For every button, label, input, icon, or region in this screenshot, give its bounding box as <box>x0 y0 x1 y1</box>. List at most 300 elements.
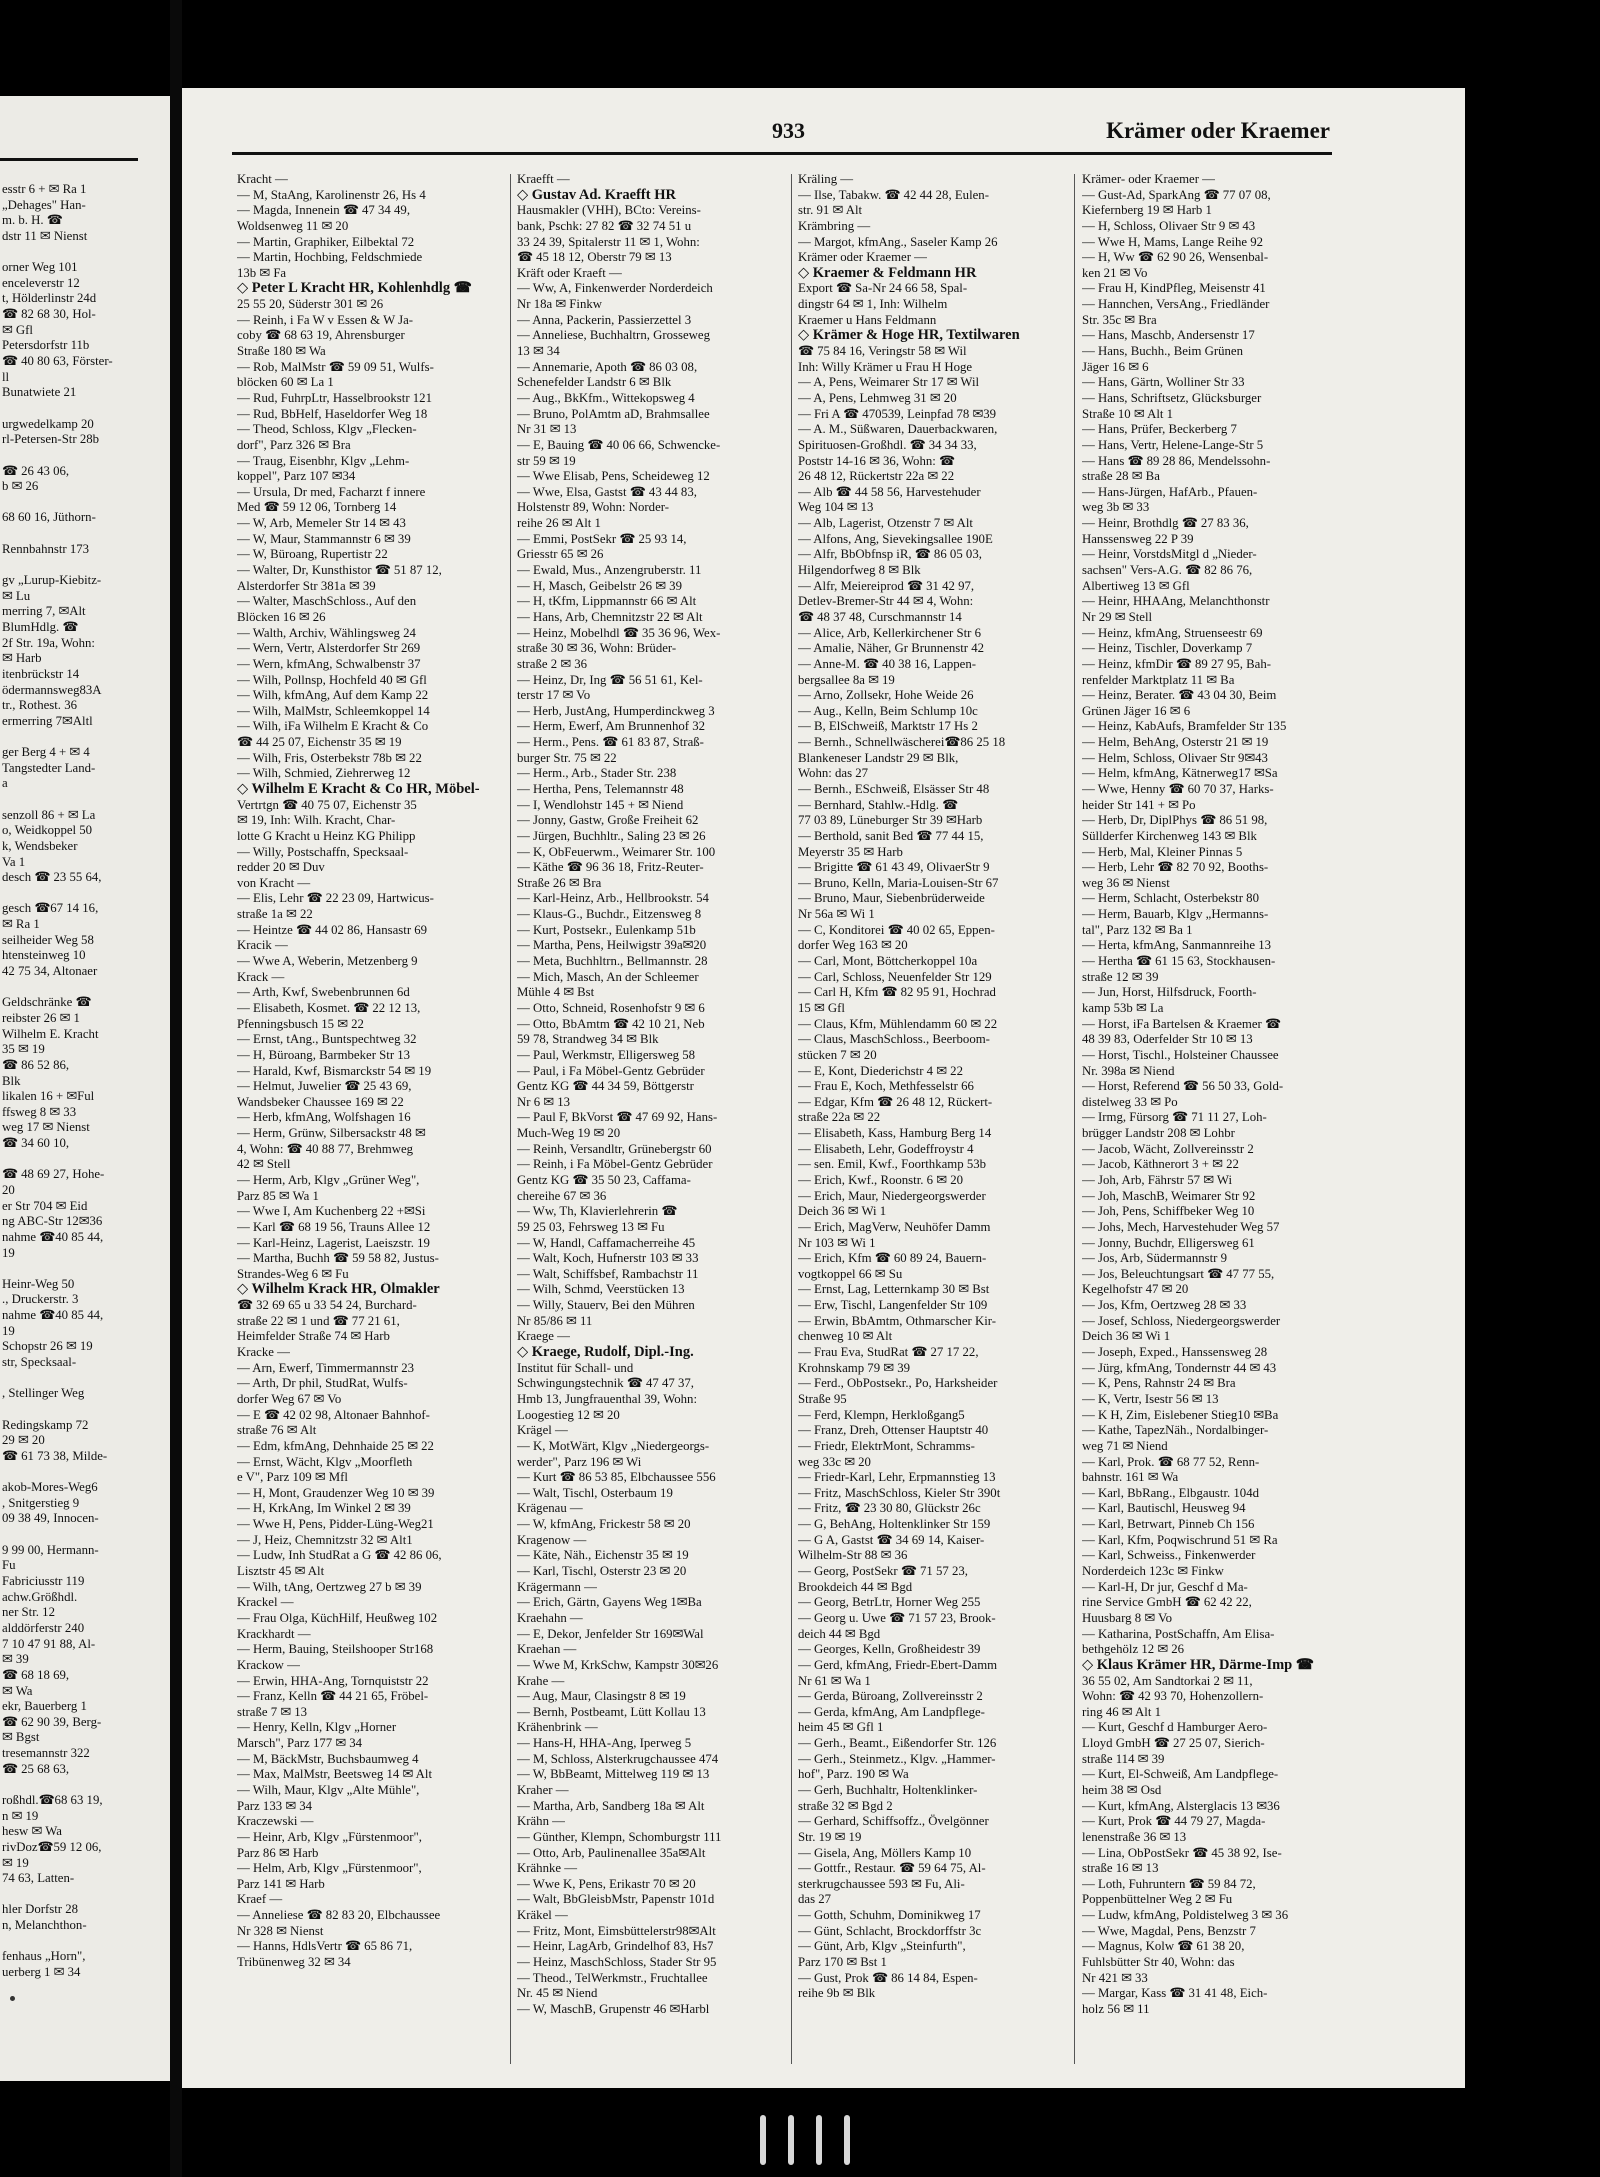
directory-entry-line: Brookdeich 44 ✉ Bgd <box>798 1579 913 1594</box>
fragment-line: enceleverstr 12 <box>2 275 80 290</box>
directory-entry-line: kamp 53b ✉ La <box>1082 1000 1164 1015</box>
directory-entry-line: — Helmut, Juwelier ☎ 25 43 69, <box>237 1079 412 1094</box>
directory-entry-line: — Joh, MaschB, Weimarer Str 92 <box>1082 1188 1256 1203</box>
film-sprocket-marks <box>760 2115 880 2165</box>
directory-entry-line: Gentz KG ☎ 44 34 59, Böttgerstr <box>517 1079 694 1094</box>
directory-entry-line: — C, Konditorei ☎ 40 02 65, Eppen- <box>798 922 995 937</box>
directory-entry-line: — Karl, Prok. ☎ 68 77 52, Renn- <box>1082 1454 1260 1469</box>
directory-entry-line: — Herm, Bauarb, Klgv „Hermanns- <box>1082 907 1269 922</box>
directory-entry-line: holz 56 ✉ 11 <box>1082 2001 1150 2016</box>
directory-entry-line: — Wwe K, Pens, Erikastr 70 ✉ 20 <box>517 1876 696 1891</box>
directory-entry-line: 13 ✉ 34 <box>517 344 560 359</box>
directory-entry-line: Straße 95 <box>798 1391 847 1406</box>
directory-entry-line: Parz 133 ✉ 34 <box>237 1798 313 1813</box>
directory-entry-line: Nr 18a ✉ Finkw <box>517 297 603 312</box>
fragment-line: akob-Mores-Weg6 <box>2 1480 98 1495</box>
fragment-line: 09 38 49, Innocen- <box>2 1511 99 1526</box>
directory-entry-line: — Ww, Th, Klavierlehrerin ☎ <box>517 1204 678 1219</box>
directory-entry-line: — Mich, Masch, An der Schleemer <box>517 969 699 984</box>
directory-entry-line: — Walt, BbGleisbMstr, Papenstr 101d <box>517 1892 715 1907</box>
directory-entry-line: straße 12 ✉ 39 <box>1082 969 1159 984</box>
directory-entry-line: — Wwe A, Weberin, Metzenberg 9 <box>237 954 418 969</box>
directory-entry-line: — Anneliese, Buchhaltrn, Grosseweg <box>517 328 710 343</box>
fragment-line: merring 7, ✉Alt <box>2 604 86 619</box>
directory-entry-line: — Hans, Vertr, Helene-Lange-Str 5 <box>1082 437 1264 452</box>
directory-entry-line: Nr. 45 ✉ Niend <box>517 1986 598 2001</box>
directory-entry-line: Fuhlsbütter Str 40, Wohn: das <box>1082 1955 1235 1970</box>
directory-entry-line: — Jos, Kfm, Oertzweg 28 ✉ 33 <box>1082 1298 1247 1313</box>
directory-entry-line: — Hans-H, HHA-Ang, Iperweg 5 <box>517 1736 692 1751</box>
directory-entry-line: ◇ Peter L Kracht HR, Kohlenhdlg ☎ <box>237 281 472 297</box>
fragment-line: BlumHdlg. ☎ <box>2 619 79 634</box>
directory-entry-line: — Josef, Schloss, Niedergeorgswerder <box>1082 1313 1281 1328</box>
directory-entry-line: weg 36 ✉ Nienst <box>1082 875 1170 890</box>
directory-entry-line: Nr 85/86 ✉ 11 <box>517 1313 593 1328</box>
directory-entry-line: — A. M., Süßwaren, Dauerbackwaren, <box>798 422 998 437</box>
directory-entry-line: Deich 36 ✉ Wi 1 <box>798 1204 887 1219</box>
directory-entry-line: — Bernh, Postbeamt, Lütt Kollau 13 <box>517 1704 706 1719</box>
fragment-line: „Dehages" Han- <box>2 197 86 212</box>
fragment-line: 29 ✉ 20 <box>2 1433 45 1448</box>
column-rule <box>510 174 511 2064</box>
directory-entry-line: straße 30 ✉ 36, Wohn: Brüder- <box>517 641 677 656</box>
fragment-line: achw.Größhdl. <box>2 1589 78 1604</box>
directory-entry-line: — Erwin, HHA-Ang, Tornquiststr 22 <box>237 1673 429 1688</box>
directory-entry-line: — Georg u. Uwe ☎ 71 57 23, Brook- <box>798 1610 996 1625</box>
directory-entry-line: — H, Masch, Geibelstr 26 ✉ 39 <box>517 578 682 593</box>
column-3 <box>798 172 1068 2002</box>
page-speck <box>10 1996 15 2001</box>
directory-entry-line: — Emmi, PostSekr ☎ 25 93 14, <box>517 531 687 546</box>
directory-entry-line: 15 ✉ Gfl <box>798 1000 845 1015</box>
fragment-line: urgwedelkamp 20 <box>2 416 94 431</box>
directory-entry-line: — Wilh, kfmAng, Auf dem Kamp 22 <box>237 688 429 703</box>
directory-entry-line: — Heinr, LagArb, Grindelhof 83, Hs7 <box>517 1939 714 1954</box>
surname-heading: Krackhardt — <box>237 1626 311 1641</box>
directory-entry-line: — Jacob, Käthnerort 3 + ✉ 22 <box>1082 1157 1239 1172</box>
directory-entry-line: — Berthold, sanit Bed ☎ 77 44 15, <box>798 828 984 843</box>
fragment-line: ll <box>2 369 10 384</box>
surname-heading: Kracik — <box>237 938 288 953</box>
directory-entry-line: — Wilh, Maur, Klgv „Alte Mühle", <box>237 1782 420 1797</box>
directory-entry-line: — Wwe, Henny ☎ 60 70 37, Harks- <box>1082 781 1274 796</box>
directory-entry-line: — Wilh, Schmied, Ziehrerweg 12 <box>237 766 411 781</box>
directory-entry-line: — Jos, Arb, Südermannstr 9 <box>1082 1251 1228 1266</box>
directory-entry-line: — Heinz, Berater. ☎ 43 04 30, Beim <box>1082 688 1277 703</box>
directory-entry-line: Loogestieg 12 ✉ 20 <box>517 1407 620 1422</box>
directory-entry-line: — Herm, Schlacht, Osterbekstr 80 <box>1082 891 1259 906</box>
directory-entry-line: Strandes-Weg 6 ✉ Fu <box>237 1266 349 1281</box>
fragment-line: esstr 6 + ✉ Ra 1 <box>2 182 87 196</box>
directory-entry-line: dorfer Weg 163 ✉ 20 <box>798 938 908 953</box>
directory-entry-line: — Martin, Graphiker, Eilbektal 72 <box>237 234 415 249</box>
directory-entry-line: — Alb, Lagerist, Otzenstr 7 ✉ Alt <box>798 516 973 531</box>
surname-heading: Krägel — <box>517 1423 568 1438</box>
fragment-line: reibster 26 ✉ 1 <box>2 1010 80 1025</box>
fragment-line <box>2 886 162 902</box>
directory-entry-line: Albertiweg 13 ✉ Gfl <box>1082 578 1190 593</box>
directory-entry-line: straße 114 ✉ 39 <box>1082 1751 1165 1766</box>
directory-entry-line: Weg 104 ✉ 13 <box>798 500 874 515</box>
fragment-line: ☎ 82 68 30, Hol- <box>2 307 96 322</box>
fragment-line: hesw ✉ Wa <box>2 1824 62 1839</box>
directory-entry-line: — Karl, Schweiss., Finkenwerder <box>1082 1548 1256 1563</box>
surname-heading: Krackow — <box>237 1657 300 1672</box>
surname-heading: Krähnke — <box>517 1861 578 1876</box>
directory-entry-line: — Herb, Dr, DiplPhys ☎ 86 51 98, <box>1082 813 1268 828</box>
directory-entry-line: — Ferd, Klempn, Herkloßgang5 <box>798 1407 965 1422</box>
surname-heading: Krahe — <box>517 1673 565 1688</box>
fragment-line: 19 <box>2 1245 15 1260</box>
fragment-line: ffsweg 8 ✉ 33 <box>2 1104 77 1119</box>
directory-entry-line: — Karl, Bautischl, Heusweg 94 <box>1082 1501 1246 1516</box>
directory-entry-line: — Hans, Maschb, Andersenstr 17 <box>1082 328 1255 343</box>
column-rule <box>1074 174 1075 2064</box>
directory-entry-line: Hanssensweg 22 P 39 <box>1082 531 1194 546</box>
directory-entry-line: — Bruno, Maur, Siebenbrüderweide <box>798 891 985 906</box>
fragment-line <box>2 1261 162 1277</box>
directory-entry-line: werder", Parz 196 ✉ Wi <box>517 1454 642 1469</box>
directory-entry-line: 25 55 20, Süderstr 301 ✉ 26 <box>237 297 384 312</box>
directory-entry-line: — Carl H, Kfm ☎ 82 95 91, Hochrad <box>798 985 996 1000</box>
directory-entry-line: Tribünenweg 32 ✉ 34 <box>237 1955 351 1970</box>
directory-entry-line: — Georg, BetrLtr, Horner Weg 255 <box>798 1595 981 1610</box>
fragment-line: Fu <box>2 1558 16 1573</box>
directory-entry-line: — Erw, Tischl, Langenfelder Str 109 <box>798 1298 988 1313</box>
surname-heading: Kraher — <box>517 1782 569 1797</box>
directory-entry-line: hof", Parz. 190 ✉ Wa <box>798 1767 909 1782</box>
directory-entry-line: reihe 26 ✉ Alt 1 <box>517 516 601 531</box>
directory-entry-line: — Helm, Schloss, Olivaer Str 9✉43 <box>1082 750 1268 765</box>
directory-entry-line: Deich 36 ✉ Wi 1 <box>1082 1329 1171 1344</box>
directory-entry-line: straße 16 ✉ 13 <box>1082 1861 1159 1876</box>
fragment-line: Heinr-Weg 50 <box>2 1276 75 1291</box>
directory-entry-line: — Heinr, Arb, Klgv „Fürstenmoor", <box>237 1829 422 1844</box>
fragment-line: str, Specksaal- <box>2 1355 77 1370</box>
fragment-line <box>2 526 162 542</box>
directory-entry-line: redder 20 ✉ Duv <box>237 860 325 875</box>
directory-entry-line: — H, Schloss, Olivaer Str 9 ✉ 43 <box>1082 218 1256 233</box>
directory-entry-line: — Franz, Dreh, Ottenser Hauptstr 40 <box>798 1423 989 1438</box>
fragment-line: gesch ☎67 14 16, <box>2 901 99 916</box>
directory-entry-line: — Edgar, Kfm ☎ 26 48 12, Rückert- <box>798 1094 993 1109</box>
fragment-line: a <box>2 776 8 791</box>
fragment-line: 20 <box>2 1183 15 1197</box>
fragment-line <box>2 1934 162 1950</box>
directory-entry-line: — Kurt, El-Schweiß, Am Landpflege- <box>1082 1767 1279 1782</box>
running-title: Krämer oder Kraemer <box>1106 118 1330 143</box>
surname-heading: Krämer- oder Kraemer — <box>1082 172 1215 186</box>
fragment-line: dstr 11 ✉ Nienst <box>2 228 88 243</box>
fragment-line: ermerring 7✉Altl <box>2 713 93 728</box>
directory-entry-line: — Elis, Lehr ☎ 22 23 09, Hartwicus- <box>237 891 434 906</box>
fragment-line: nahme ☎40 85 44, <box>2 1229 104 1244</box>
directory-entry-line: — Alfons, Ang, Sievekingsallee 190E <box>798 531 993 546</box>
directory-entry-line: ◇ Kraege, Rudolf, Dipl.-Ing. <box>517 1345 694 1361</box>
directory-entry-line: — Jürg, kfmAng, Tondernstr 44 ✉ 43 <box>1082 1360 1277 1375</box>
directory-entry-line: — E ☎ 42 02 98, Altonaer Bahnhof- <box>237 1407 430 1422</box>
directory-entry-line: — Rud, BbHelf, Haseldorfer Weg 18 <box>237 406 428 421</box>
directory-entry-line: Meyerstr 35 ✉ Harb <box>798 844 903 859</box>
directory-entry-line: — Franz, Kelln ☎ 44 21 65, Fröbel- <box>237 1689 429 1704</box>
surname-heading: Krack — <box>237 969 285 984</box>
fragment-line <box>2 1465 162 1481</box>
directory-entry-line: — Aug., BkKfm., Wittekopsweg 4 <box>517 390 695 405</box>
directory-entry-line: — Elisabeth, Kosmet. ☎ 22 12 13, <box>237 1000 421 1015</box>
directory-entry-line: blöcken 60 ✉ La 1 <box>237 375 334 390</box>
fragment-line <box>2 1371 162 1387</box>
directory-entry-line: Krohnskamp 79 ✉ 39 <box>798 1360 911 1375</box>
directory-entry-line: — Walt, Tischl, Osterbaum 19 <box>517 1485 673 1500</box>
directory-entry-line: burger Str. 75 ✉ 22 <box>517 750 617 765</box>
directory-entry-line: — Lina, ObPostSekr ☎ 45 38 92, Ise- <box>1082 1845 1282 1860</box>
directory-entry-line: straße 32 ✉ Bgd 2 <box>798 1798 893 1813</box>
directory-entry-line: Grünen Jäger 16 ✉ 6 <box>1082 703 1191 718</box>
directory-entry-line: chereihe 67 ✉ 36 <box>517 1188 607 1203</box>
directory-entry-line: str. 91 ✉ Alt <box>798 203 863 218</box>
directory-entry-line: 26 48 12, Rückertstr 22a ✉ 22 <box>798 469 955 484</box>
directory-entry-line: 59 25 03, Fehrsweg 13 ✉ Fu <box>517 1219 665 1234</box>
directory-entry-line: stücken 7 ✉ 20 <box>798 1047 877 1062</box>
surname-heading: Krähenbrink — <box>517 1720 598 1735</box>
fragment-line: orner Weg 101 <box>2 260 78 275</box>
directory-entry-line: — Theod, Schloss, Klgv „Flecken- <box>237 422 417 437</box>
directory-entry-line: — Hertha, Pens, Telemannstr 48 <box>517 781 684 796</box>
directory-entry-line: — Willy, Stauerv, Bei den Mühren <box>517 1298 695 1313</box>
fragment-line <box>2 980 162 996</box>
fragment-line: ☎ 48 69 27, Hohe- <box>2 1167 105 1182</box>
directory-entry-line: — Harald, Kwf, Bismarckstr 54 ✉ 19 <box>237 1063 432 1078</box>
fragment-line: 7 10 47 91 88, Al- <box>2 1636 96 1651</box>
directory-entry-line: ☎ 44 25 07, Eichenstr 35 ✉ 19 <box>237 735 402 750</box>
directory-entry-line: — Karl, Betrwart, Pinneb Ch 156 <box>1082 1517 1255 1532</box>
fragment-line: rivDoz☎59 12 06, <box>2 1839 102 1854</box>
directory-entry-line: Schenefelder Landstr 6 ✉ Blk <box>517 375 672 390</box>
directory-entry-line: Gentz KG ☎ 35 50 23, Caffama- <box>517 1173 691 1187</box>
directory-entry-line: Mühle 4 ✉ Bst <box>517 985 595 1000</box>
directory-entry-line: chenweg 10 ✉ Alt <box>798 1329 893 1344</box>
directory-entry-line: — Karl-H, Dr jur, Geschf d Ma- <box>1082 1579 1248 1594</box>
fragment-line: alddörferstr 240 <box>2 1620 85 1635</box>
directory-entry-line: — Jürgen, Buchhltr., Saling 23 ✉ 26 <box>517 828 706 843</box>
surname-heading: Krägenau — <box>517 1501 583 1516</box>
directory-entry-line: — Helm, BehAng, Osterstr 21 ✉ 19 <box>1082 735 1269 750</box>
fragment-line: Schopstr 26 ✉ 19 <box>2 1339 93 1354</box>
directory-entry-line: Schwingungstechnik ☎ 47 47 37, <box>517 1376 694 1391</box>
directory-entry-line: — M, BäckMstr, Buchsbaumweg 4 <box>237 1751 419 1766</box>
directory-entry-line: ◇ Wilhelm E Kracht & Co HR, Möbel- <box>237 781 480 797</box>
fragment-line: nahme ☎40 85 44, <box>2 1308 104 1323</box>
directory-entry-line: — Otto, BbAmtm ☎ 42 10 21, Neb <box>517 1016 705 1031</box>
directory-entry-line: — Carl, Mont, Böttcherkoppel 10a <box>798 954 978 969</box>
fragment-line: fenhaus „Horn", <box>2 1949 86 1964</box>
directory-entry-line: — A, Pens, Lehmweg 31 ✉ 20 <box>798 390 957 405</box>
directory-entry-line: — sen. Emil, Kwf., Foorthkamp 53b <box>798 1157 987 1172</box>
directory-entry-line: — Heinz, kfmAng, Struenseestr 69 <box>1082 625 1263 640</box>
directory-entry-line: — K H, Zim, Eislebener Stieg10 ✉Ba <box>1082 1407 1279 1422</box>
directory-entry-line: — Kurt ☎ 86 53 85, Elbchaussee 556 <box>517 1470 716 1485</box>
left-header-rule <box>0 158 138 161</box>
directory-entry-line: — Wwe H, Pens, Pidder-Lüng-Weg21 <box>237 1517 434 1532</box>
directory-entry-line: — M, Schloss, Alsterkrugchaussee 474 <box>517 1751 719 1766</box>
directory-entry-line: — Gust-Ad, SparkAng ☎ 77 07 08, <box>1082 187 1271 202</box>
directory-entry-line: — Jos, Beleuchtungsart ☎ 47 77 55, <box>1082 1266 1275 1281</box>
fragment-line: 74 63, Latten- <box>2 1871 75 1886</box>
directory-entry-line: — Joh, Pens, Schiffbeker Weg 10 <box>1082 1204 1255 1219</box>
fragment-line: 42 75 34, Altonaer <box>2 964 98 979</box>
directory-entry-line: Export ☎ Sa-Nr 24 66 58, Spal- <box>798 281 968 296</box>
directory-entry-line: lotte G Kracht u Heinz KG Philipp <box>237 828 416 843</box>
directory-entry-line: — Hans, Schriftsetz, Glücksburger <box>1082 390 1262 405</box>
directory-entry-line: — Hans, Prüfer, Beckerberg 7 <box>1082 422 1237 437</box>
directory-entry-line: — H, Mont, Graudenzer Weg 10 ✉ 39 <box>237 1485 435 1500</box>
directory-entry-line: — Ludw, kfmAng, Poldistelweg 3 ✉ 36 <box>1082 1908 1289 1923</box>
directory-entry-line: — Erich, Gärtn, Gayens Weg 1✉Ba <box>517 1595 702 1610</box>
fragment-line: ✉ Gfl <box>2 322 33 337</box>
directory-entry-line: ☎ 75 84 16, Veringstr 58 ✉ Wil <box>798 344 967 359</box>
directory-entry-line: — Katharina, PostSchaffn, Am Elisa- <box>1082 1626 1275 1641</box>
directory-entry-line: 13b ✉ Fa <box>237 265 287 280</box>
directory-entry-line: weg 3b ✉ 33 <box>1082 500 1150 515</box>
fragment-line: ☎ 86 52 86, <box>2 1057 70 1072</box>
directory-entry-line: — Bernh., Schnellwäscherei☎86 25 18 <box>798 735 1006 750</box>
directory-entry-line: dingstr 64 ✉ 1, Inh: Wilhelm <box>798 297 948 312</box>
directory-entry-line: — Karl-Heinz, Arb., Hellbrookstr. 54 <box>517 891 709 906</box>
directory-entry-line: bethgehölz 12 ✉ 26 <box>1082 1642 1185 1657</box>
directory-entry-line: Kraemer u Hans Feldmann <box>798 312 937 327</box>
directory-entry-line: — Paul F, BkVorst ☎ 47 69 92, Hans- <box>517 1110 718 1125</box>
directory-entry-line: — W, kfmAng, Frickestr 58 ✉ 20 <box>517 1517 691 1532</box>
directory-entry-line: — Heinr, Brothdlg ☎ 27 83 36, <box>1082 516 1249 531</box>
surname-heading: von Kracht — <box>237 875 311 890</box>
fragment-line: ödermannsweg83A <box>2 682 102 697</box>
directory-entry-line: — Hans ☎ 89 28 86, Mendelssohn- <box>1082 453 1271 468</box>
fragment-line: seilheider Weg 58 <box>2 932 94 947</box>
directory-entry-line: Parz 170 ✉ Bst 1 <box>798 1955 887 1970</box>
directory-entry-line: — Bruno, PolAmtm aD, Brahmsallee <box>517 406 710 421</box>
directory-entry-line: — Ernst, Lag, Letternkamp 30 ✉ Bst <box>798 1282 990 1297</box>
directory-entry-line: ◇ Wilhelm Krack HR, Ölmakler <box>237 1282 440 1298</box>
directory-entry-line: — Kurt, Prok ☎ 44 79 27, Magda- <box>1082 1814 1266 1829</box>
directory-entry-line: Nr 29 ✉ Stell <box>1082 609 1153 624</box>
fragment-line: Petersdorfstr 11b <box>2 338 90 353</box>
directory-entry-line: Nr. 398a ✉ Niend <box>1082 1063 1175 1078</box>
fragment-line: Fabriciusstr 119 <box>2 1574 85 1589</box>
directory-entry-line: Hausmakler (VHH), BCto: Vereins- <box>517 203 701 218</box>
directory-entry-line: — Claus, MaschSchloss., Beerboom- <box>798 1032 990 1047</box>
directory-entry-line: — Alfr, Meiereiprod ☎ 31 42 97, <box>798 578 975 593</box>
directory-entry-line: Straße 10 ✉ Alt 1 <box>1082 406 1174 421</box>
directory-entry-line: renfelder Marktplatz 11 ✉ Ba <box>1082 672 1235 687</box>
directory-entry-line: terstr 17 ✉ Vo <box>517 688 591 703</box>
directory-entry-line: — Horst, iFa Bartelsen & Kraemer ☎ <box>1082 1016 1281 1031</box>
directory-entry-line: — K, ObFeuerwm., Weimarer Str. 100 <box>517 844 716 859</box>
directory-entry-line: tal", Parz 132 ✉ Ba 1 <box>1082 922 1193 937</box>
directory-entry-line: — Hans, Buchh., Beim Grünen <box>1082 344 1244 359</box>
directory-entry-line: — Elisabeth, Lehr, Godeffroystr 4 <box>798 1141 974 1156</box>
column-rule <box>791 174 792 2064</box>
directory-entry-line: Detlev-Bremer-Str 44 ✉ 4, Wohn: <box>798 594 974 609</box>
directory-entry-line: — Heinz, Dr, Ing ☎ 56 51 61, Kel- <box>517 672 703 687</box>
directory-entry-line: — Friedr-Karl, Lehr, Erpmannstieg 13 <box>798 1470 996 1485</box>
fragment-line <box>2 1152 162 1168</box>
surname-heading: Krämer oder Kraemer — <box>798 250 927 265</box>
surname-heading: Kraehahn — <box>517 1610 583 1625</box>
directory-entry-line: — Jonny, Gastw, Große Freiheit 62 <box>517 813 699 828</box>
directory-entry-line: — W, Handl, Caffamacherreihe 45 <box>517 1235 696 1250</box>
fragment-line: o, Weidkoppel 50 <box>2 823 93 838</box>
directory-entry-line: ◇ Klaus Krämer HR, Därme-Imp ☎ <box>1082 1657 1314 1673</box>
directory-entry-line: — Frau E, Koch, Methfesselstr 66 <box>798 1079 974 1094</box>
fragment-line: ✉ Wa <box>2 1683 33 1698</box>
directory-entry-line: — Rob, MalMstr ☎ 59 09 51, Wulfs- <box>237 359 434 374</box>
directory-entry-line: — Margar, Kass ☎ 31 41 48, Eich- <box>1082 1986 1268 2001</box>
directory-entry-line: Wandsbeker Chaussee 169 ✉ 22 <box>237 1094 404 1109</box>
directory-entry-line: — Fri A ☎ 470539, Leinpfad 78 ✉39 <box>798 406 996 421</box>
header-rule <box>232 152 1332 155</box>
fragment-line: gv „Lurup-Kiebitz- <box>2 573 102 588</box>
directory-entry-line: — Reinh, Versandltr, Grünebergstr 60 <box>517 1141 712 1156</box>
directory-entry-line: Poppenbüttelner Weg 2 ✉ Fu <box>1082 1892 1233 1907</box>
directory-entry-line: sachsen" Vers-A.G. ☎ 82 86 76, <box>1082 563 1253 578</box>
fragment-line: desch ☎ 23 55 64, <box>2 870 102 885</box>
directory-entry-line: Med ☎ 59 12 06, Tornberg 14 <box>237 500 397 515</box>
directory-entry-line: 77 03 89, Lüneburger Str 39 ✉Harb <box>798 813 983 828</box>
surname-heading: Kräkel — <box>517 1908 568 1923</box>
fragment-line <box>2 401 162 417</box>
fragment-line: ✉ Lu <box>2 588 31 603</box>
directory-entry-line: — Herm, Ewerf, Am Brunnenhof 32 <box>517 719 706 734</box>
directory-entry-line: e V", Parz 109 ✉ Mfl <box>237 1470 348 1485</box>
directory-entry-line: ☎ 32 69 65 u 33 54 24, Burchard- <box>237 1298 417 1313</box>
directory-entry-line: 48 39 83, Oderfelder Str 10 ✉ 13 <box>1082 1032 1253 1047</box>
directory-entry-line: straße 7 ✉ 13 <box>237 1704 308 1719</box>
surname-heading: Kraehan — <box>517 1642 577 1657</box>
fragment-line: itenbrückstr 14 <box>2 666 80 681</box>
directory-entry-line: Wohn: das 27 <box>798 766 869 781</box>
fragment-line: ✉ 19 <box>2 1855 29 1870</box>
fragment-line: ☎ 68 18 69, <box>2 1667 70 1682</box>
directory-entry-line: — H, tKfm, Lippmannstr 66 ✉ Alt <box>517 594 697 609</box>
directory-entry-line: — Meta, Buchhltrn., Bellmannstr. 28 <box>517 954 708 969</box>
directory-entry-line: — Margot, kfmAng., Saseler Kamp 26 <box>798 234 998 249</box>
directory-entry-line: Wilhelm-Str 88 ✉ 36 <box>798 1548 908 1563</box>
directory-entry-line: — Arn, Ewerf, Timmermannstr 23 <box>237 1360 415 1375</box>
directory-entry-line: — W, Arb, Memeler Str 14 ✉ 43 <box>237 516 406 531</box>
directory-entry-line: — Theod., TelWerkmstr., Fruchtallee <box>517 1970 708 1985</box>
fragment-line: ☎ 25 68 63, <box>2 1761 70 1776</box>
directory-entry-line: — Heinr, VorstdsMitgl d „Nieder- <box>1082 547 1257 562</box>
directory-entry-line: — Martha, Pens, Heilwigstr 39a✉20 <box>517 938 707 953</box>
directory-entry-line: koppel", Parz 107 ✉34 <box>237 469 356 484</box>
fragment-line: ger Berg 4 + ✉ 4 <box>2 745 90 760</box>
directory-entry-line: — Joseph, Exped., Hanssensweg 28 <box>1082 1345 1268 1360</box>
surname-heading: Krämbring — <box>798 218 871 233</box>
fragment-line: ., Druckerstr. 3 <box>2 1292 79 1307</box>
directory-entry-line: Kegelhofstr 47 ✉ 20 <box>1082 1282 1189 1297</box>
book-gutter <box>170 0 182 2177</box>
column-2 <box>517 172 787 2018</box>
directory-entry-line: — Klaus-G., Buchdr., Eitzensweg 8 <box>517 907 702 922</box>
directory-entry-line: 36 55 02, Am Sandtorkai 2 ✉ 11, <box>1082 1673 1253 1688</box>
directory-entry-line: — Horst, Tischl., Holsteiner Chaussee <box>1082 1047 1279 1062</box>
directory-entry-line: — Magda, Innenein ☎ 47 34 49, <box>237 203 411 218</box>
directory-entry-line: — Herm., Arb., Stader Str. 238 <box>517 766 677 781</box>
directory-entry-line: — K, Pens, Rahnstr 24 ✉ Bra <box>1082 1376 1236 1391</box>
directory-entry-line: — Wern, kfmAng, Schwalbenstr 37 <box>237 656 421 671</box>
directory-entry-line: — Jonny, Buchdr, Elligersweg 61 <box>1082 1235 1255 1250</box>
directory-entry-line: Nr 31 ✉ 13 <box>517 422 577 437</box>
